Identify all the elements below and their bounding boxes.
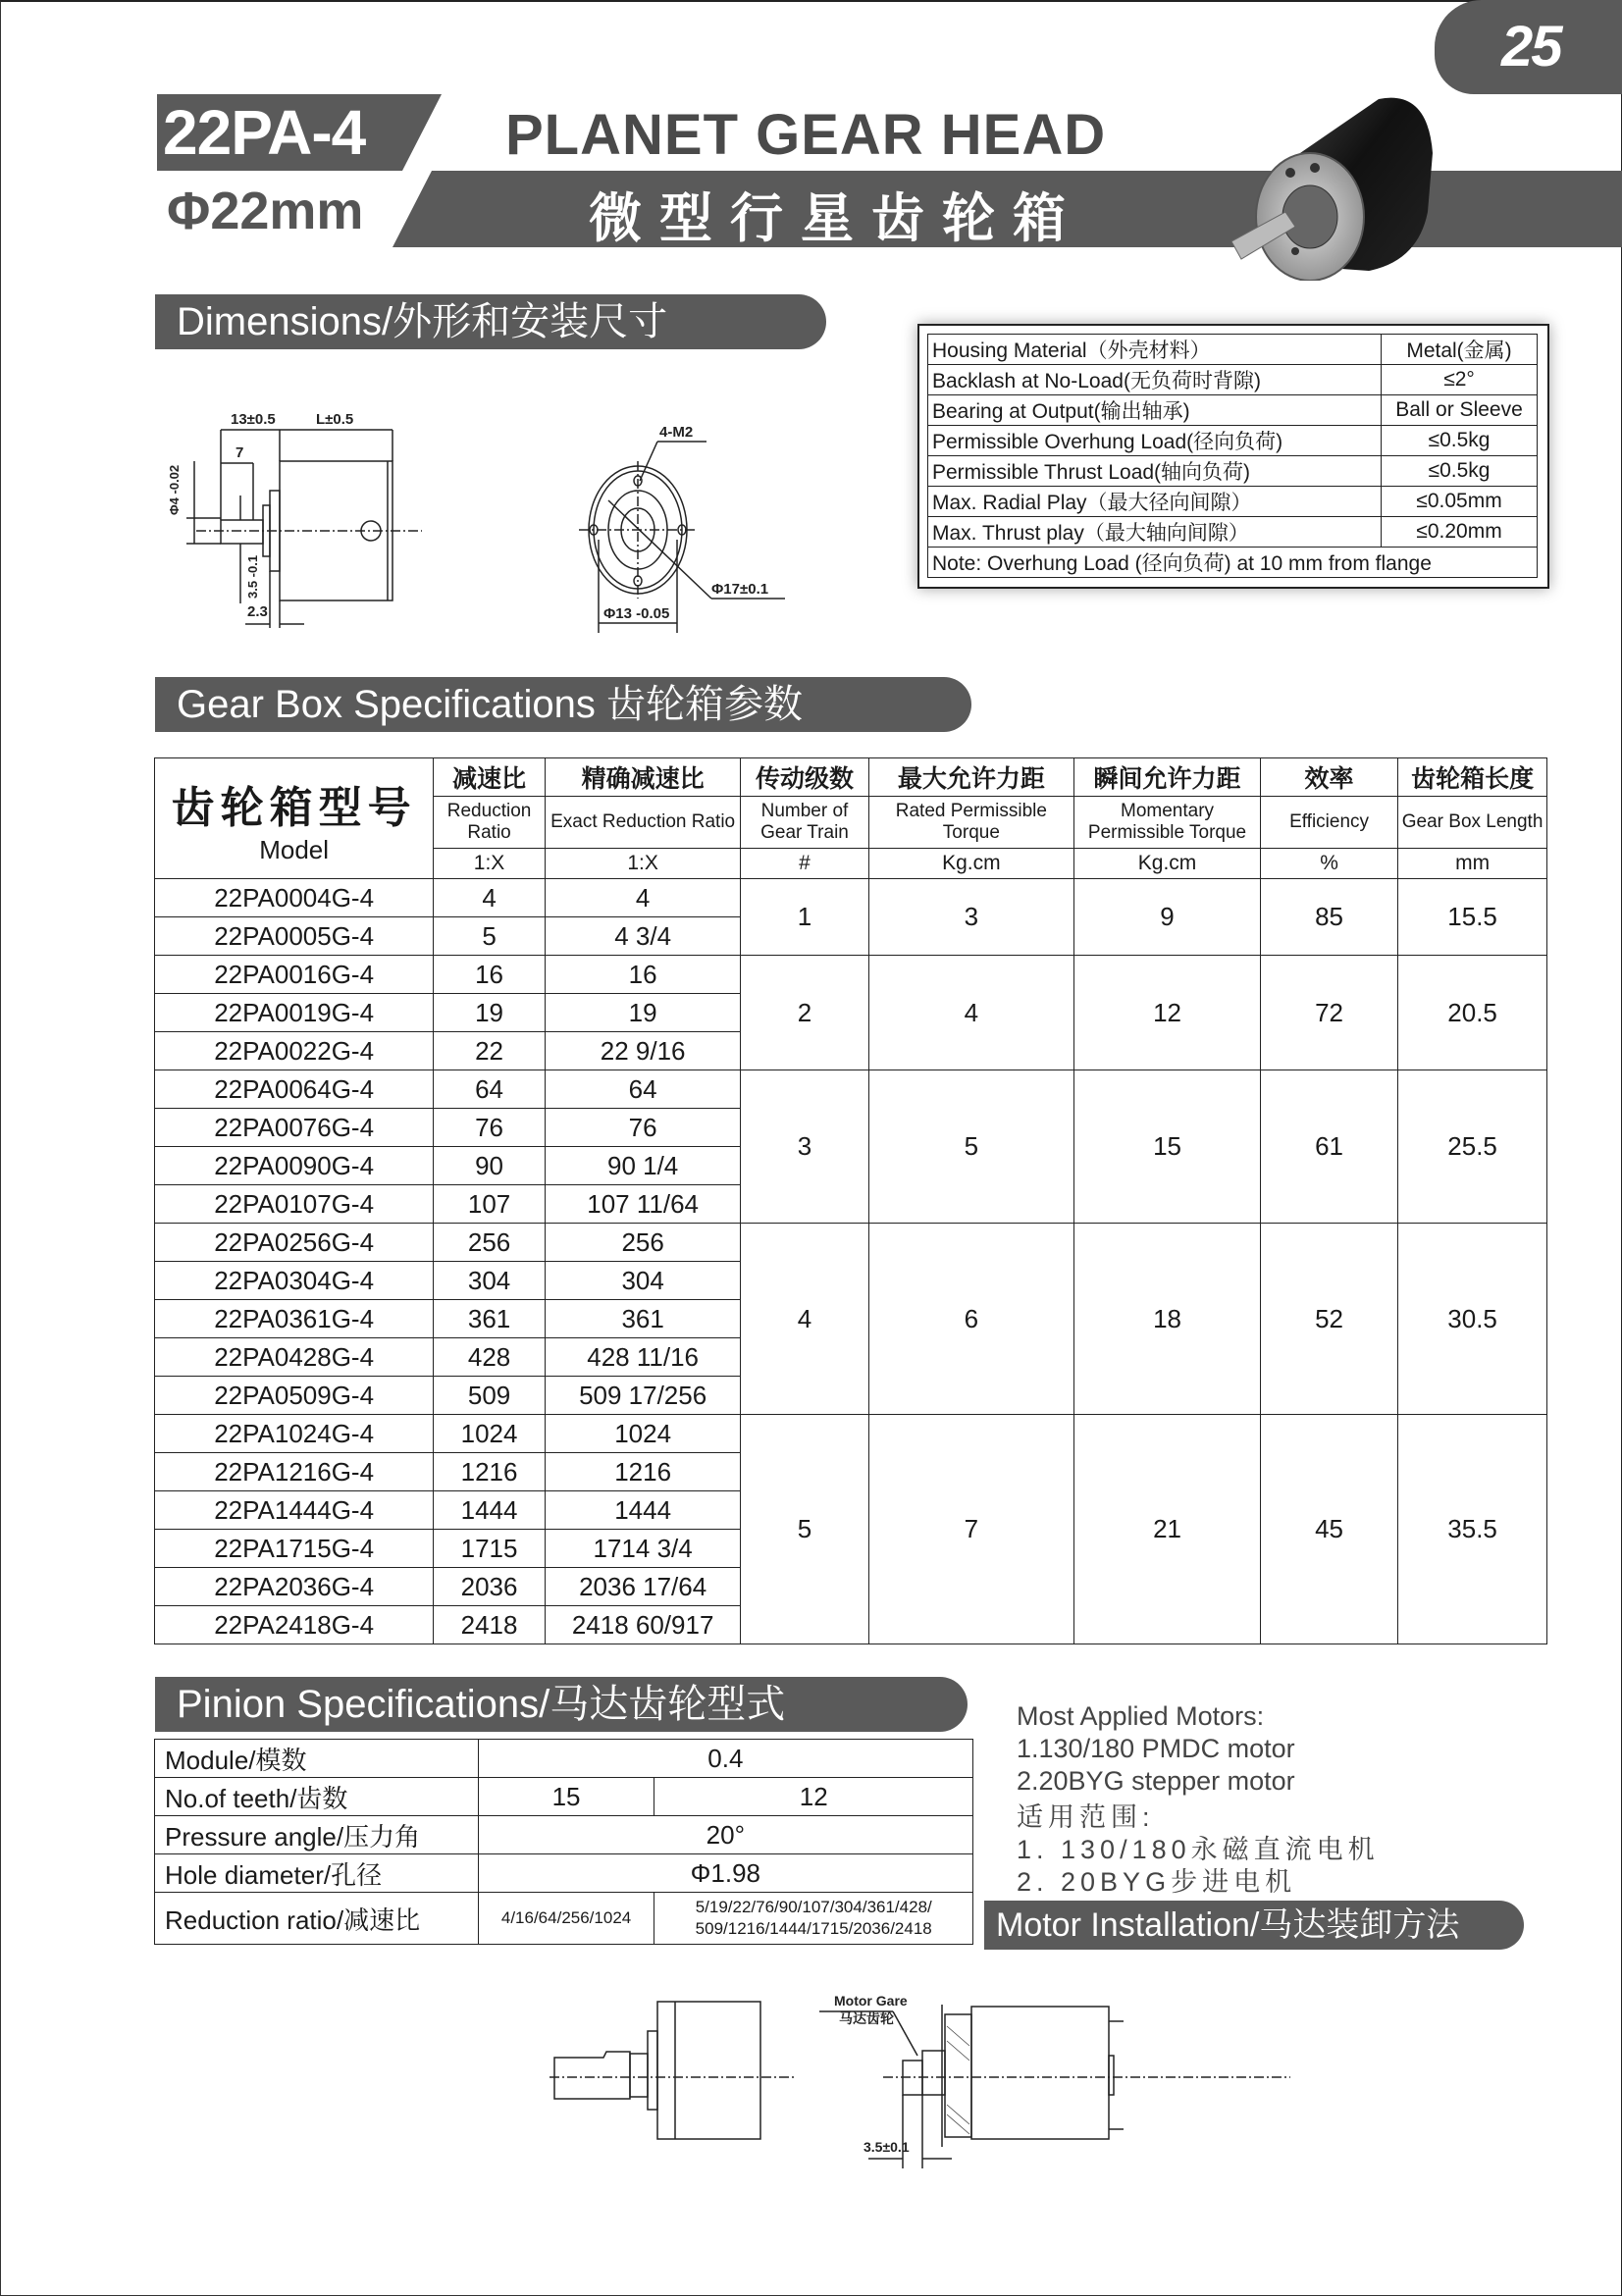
column-header-en: Exact Reduction Ratio [545,797,741,849]
pinion-value: 0.4 [478,1740,972,1778]
pinion-row-ratio [155,1893,973,1945]
dim-mount-holes: 4-M2 [659,424,694,441]
pinion-table [154,1739,973,1945]
model-cell: 22PA0019G-4 [155,994,434,1032]
model-cell: 22PA0090G-4 [155,1147,434,1185]
exact-ratio-cell: 107 11/64 [545,1185,741,1224]
spec-row [928,395,1538,426]
efficiency-cell: 45 [1260,1415,1397,1644]
pinion-value [654,1893,973,1945]
column-header-en: Efficiency [1260,797,1397,849]
spec-row [928,456,1538,487]
pinion-row-module [155,1740,973,1778]
installation-drawing [549,1967,1295,2173]
motors-item-cn: 2. 20BYG步进电机 [1017,1867,1297,1897]
spec-label: Max. Radial Play（最大径向间隙） [928,487,1382,517]
model-cell: 22PA0005G-4 [155,917,434,956]
momentary-torque-cell: 15 [1074,1070,1261,1224]
model-cell: 22PA0428G-4 [155,1338,434,1377]
column-header-en: Rated Permissible Torque [868,797,1074,849]
table-row [155,1224,1547,1262]
ratio-line-1: 5/19/22/76/90/107/304/361/428/ [695,1898,932,1916]
column-header-cn: 瞬间允许力距 [1074,758,1261,797]
dimension-drawing [157,402,805,638]
ratio-cell: 1024 [434,1415,546,1453]
model-cell: 22PA1216G-4 [155,1453,434,1491]
ratio-cell: 1444 [434,1491,546,1530]
exact-ratio-cell: 509 17/256 [545,1377,741,1415]
model-header-cn: 齿轮箱型号 [171,783,417,832]
momentary-torque-cell: 12 [1074,956,1261,1070]
applied-motors [1017,1700,1380,1899]
spec-value: ≤2° [1382,365,1538,395]
ratio-cell: 4 [434,879,546,917]
model-cell: 22PA1024G-4 [155,1415,434,1453]
dim-flat-height: 3.5 -0.1 [245,554,260,599]
dim-boss-length: 2.3 [247,603,268,620]
ratio-cell: 22 [434,1032,546,1070]
pinion-row-pressure [155,1816,973,1854]
length-cell: 30.5 [1398,1224,1547,1415]
ratio-cell: 107 [434,1185,546,1224]
spec-label: Max. Thrust play（最大轴向间隙） [928,517,1382,548]
momentary-torque-cell: 9 [1074,879,1261,956]
exact-ratio-cell: 4 3/4 [545,917,741,956]
model-band-edge [402,94,442,171]
ratio-cell: 509 [434,1377,546,1415]
ratio-cell: 16 [434,956,546,994]
pinion-label: Module/模数 [155,1740,479,1778]
table-row [155,1415,1547,1453]
dim-pilot-dia: Φ13 -0.05 [603,605,670,622]
momentary-torque-cell: 21 [1074,1415,1261,1644]
column-unit: mm [1398,849,1547,879]
diameter-label: Φ22mm [167,182,364,240]
column-header-en: Momentary Permissible Torque [1074,797,1261,849]
section-header-pinion: Pinion Specifications/马达齿轮型式 [155,1677,968,1732]
rated-torque-cell: 3 [868,879,1074,956]
pinion-label: Hole diameter/孔径 [155,1854,479,1893]
ratio-cell: 1216 [434,1453,546,1491]
pinion-value: 20° [478,1816,972,1854]
length-cell: 15.5 [1398,879,1547,956]
spec-row [928,335,1538,365]
exact-ratio-cell: 2036 17/64 [545,1568,741,1606]
stages-cell: 2 [741,956,868,1070]
spec-label: Permissible Thrust Load(轴向负荷) [928,456,1382,487]
exact-ratio-cell: 2418 60/917 [545,1606,741,1644]
spec-note-row [928,548,1538,578]
spec-label: Housing Material（外壳材料） [928,335,1382,365]
rated-torque-cell: 7 [868,1415,1074,1644]
model-cell: 22PA0022G-4 [155,1032,434,1070]
exact-ratio-cell: 76 [545,1109,741,1147]
model-cell: 22PA0509G-4 [155,1377,434,1415]
pinion-value: Φ1.98 [478,1854,972,1893]
column-unit: # [741,849,868,879]
ratio-cell: 19 [434,994,546,1032]
efficiency-cell: 52 [1260,1224,1397,1415]
column-unit: % [1260,849,1397,879]
motor-gear-label: Motor Gare [834,1993,908,2009]
model-cell: 22PA0304G-4 [155,1262,434,1300]
ratio-line-2: 509/1216/1444/1715/2036/2418 [695,1919,932,1938]
ratio-cell: 2036 [434,1568,546,1606]
dim-shaft-dia: Φ4 -0.02 [167,464,182,515]
dim-body-length: L±0.5 [316,411,354,428]
spec-value: ≤0.20mm [1382,517,1538,548]
ratio-cell: 361 [434,1300,546,1338]
model-cell: 22PA0076G-4 [155,1109,434,1147]
column-header-en: Gear Box Length [1398,797,1547,849]
motor-gear-label-cn: 马达齿轮 [839,2010,894,2026]
dim-bolt-circle: Φ17±0.1 [711,581,769,598]
column-unit: 1:X [545,849,741,879]
exact-ratio-cell: 22 9/16 [545,1032,741,1070]
install-dimension: 3.5±0.1 [863,2139,910,2155]
exact-ratio-cell: 90 1/4 [545,1147,741,1185]
column-header-cn: 精确减速比 [545,758,741,797]
model-cell: 22PA0064G-4 [155,1070,434,1109]
pinion-label: Reduction ratio/减速比 [155,1893,479,1945]
pinion-label: No.of teeth/齿数 [155,1778,479,1816]
exact-ratio-cell: 19 [545,994,741,1032]
spec-row [928,487,1538,517]
model-cell: 22PA0361G-4 [155,1300,434,1338]
exact-ratio-cell: 1216 [545,1453,741,1491]
motors-title-cn: 适用范围: [1017,1802,1155,1832]
spec-label: Bearing at Output(输出轴承) [928,395,1382,426]
ratio-cell: 2418 [434,1606,546,1644]
column-header-cn: 齿轮箱长度 [1398,758,1547,797]
exact-ratio-cell: 1714 3/4 [545,1530,741,1568]
model-cell: 22PA2036G-4 [155,1568,434,1606]
pinion-value: 12 [654,1778,973,1816]
column-header-cn: 减速比 [434,758,546,797]
gearbox-table [154,757,1547,1644]
table-row [155,879,1547,917]
ratio-cell: 428 [434,1338,546,1377]
rated-torque-cell: 4 [868,956,1074,1070]
stages-cell: 3 [741,1070,868,1224]
ratio-cell: 90 [434,1147,546,1185]
motors-title: Most Applied Motors: [1017,1701,1265,1731]
pinion-row-teeth [155,1778,973,1816]
model-header-en: Model [259,834,330,864]
stages-cell: 1 [741,879,868,956]
pinion-label: Pressure angle/压力角 [155,1816,479,1854]
column-header-en: Number of Gear Train [741,797,868,849]
efficiency-cell: 72 [1260,956,1397,1070]
dim-shaft-length: 13±0.5 [231,411,276,428]
motors-item: 2.20BYG stepper motor [1017,1766,1295,1796]
exact-ratio-cell: 64 [545,1070,741,1109]
page-title: PLANET GEAR HEAD [505,103,1107,167]
spec-box [917,324,1549,589]
gearhead-product-image [1231,94,1438,281]
column-unit: Kg.cm [1074,849,1261,879]
exact-ratio-cell: 256 [545,1224,741,1262]
motors-item: 1.130/180 PMDC motor [1017,1734,1295,1763]
ratio-cell: 256 [434,1224,546,1262]
dim-flat-length: 7 [235,444,244,461]
pinion-value: 4/16/64/256/1024 [478,1893,654,1945]
rated-torque-cell: 6 [868,1224,1074,1415]
exact-ratio-cell: 304 [545,1262,741,1300]
model-cell: 22PA1444G-4 [155,1491,434,1530]
efficiency-cell: 85 [1260,879,1397,956]
pinion-value: 15 [478,1778,654,1816]
column-unit: 1:X [434,849,546,879]
header-row-cn [155,758,1547,797]
stages-cell: 5 [741,1415,868,1644]
exact-ratio-cell: 1444 [545,1491,741,1530]
model-cell: 22PA0004G-4 [155,879,434,917]
length-cell: 20.5 [1398,956,1547,1070]
ratio-cell: 5 [434,917,546,956]
spec-row [928,426,1538,456]
column-header-en: Reduction Ratio [434,797,546,849]
spec-value: ≤0.5kg [1382,426,1538,456]
exact-ratio-cell: 4 [545,879,741,917]
model-cell: 22PA1715G-4 [155,1530,434,1568]
spec-label: Permissible Overhung Load(径向负荷) [928,426,1382,456]
exact-ratio-cell: 428 11/16 [545,1338,741,1377]
exact-ratio-cell: 361 [545,1300,741,1338]
momentary-torque-cell: 18 [1074,1224,1261,1415]
spec-note: Note: Overhung Load (径向负荷) at 10 mm from flange [928,548,1538,578]
model-header-cell [155,758,434,879]
ratio-cell: 1715 [434,1530,546,1568]
ratio-cell: 304 [434,1262,546,1300]
rated-torque-cell: 5 [868,1070,1074,1224]
page-number: 25 [1501,15,1561,78]
motors-item-cn: 1. 130/180永磁直流电机 [1017,1835,1380,1864]
pinion-row-hole [155,1854,973,1893]
column-unit: Kg.cm [868,849,1074,879]
efficiency-cell: 61 [1260,1070,1397,1224]
spec-row [928,517,1538,548]
length-cell: 25.5 [1398,1070,1547,1224]
page-title-cn: 微型行星齿轮箱 [589,189,1083,248]
column-header-cn: 效率 [1260,758,1397,797]
exact-ratio-cell: 16 [545,956,741,994]
spec-value: ≤0.05mm [1382,487,1538,517]
section-header-dimensions: Dimensions/外形和安装尺寸 [155,294,826,349]
model-cell: 22PA0256G-4 [155,1224,434,1262]
ratio-cell: 76 [434,1109,546,1147]
spec-label: Backlash at No-Load(无负荷时背隙) [928,365,1382,395]
model-cell: 22PA2418G-4 [155,1606,434,1644]
spec-table [927,334,1538,578]
section-header-gearbox: Gear Box Specifications 齿轮箱参数 [155,677,971,732]
ratio-cell: 64 [434,1070,546,1109]
model-label: 22PA-4 [163,97,366,168]
exact-ratio-cell: 1024 [545,1415,741,1453]
spec-value: Metal(金属) [1382,335,1538,365]
spec-value: ≤0.5kg [1382,456,1538,487]
spec-row [928,365,1538,395]
spec-value: Ball or Sleeve [1382,395,1538,426]
section-header-installation: Motor Installation/马达装卸方法 [984,1901,1524,1950]
length-cell: 35.5 [1398,1415,1547,1644]
table-row [155,1070,1547,1109]
model-cell: 22PA0016G-4 [155,956,434,994]
column-header-cn: 最大允许力距 [868,758,1074,797]
table-row [155,956,1547,994]
column-header-cn: 传动级数 [741,758,868,797]
stages-cell: 4 [741,1224,868,1415]
model-cell: 22PA0107G-4 [155,1185,434,1224]
